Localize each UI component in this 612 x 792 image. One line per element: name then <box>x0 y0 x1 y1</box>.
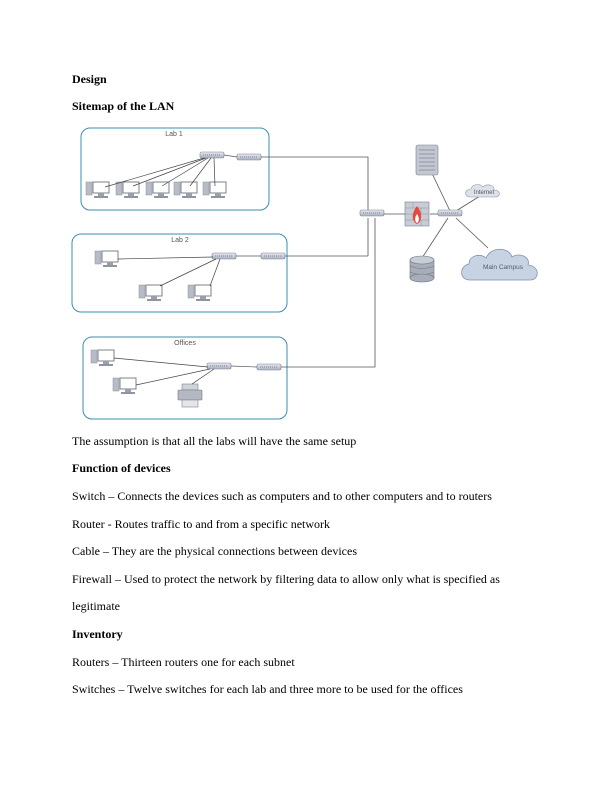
lab2-switch <box>212 253 236 259</box>
lab1-computer-4 <box>174 182 197 198</box>
offices-group <box>83 337 287 419</box>
lab2-router <box>261 253 285 259</box>
database-icon <box>410 256 434 282</box>
lab2-box <box>72 234 287 312</box>
routers-inventory: Routers – Thirteen routers one for each subnet <box>72 655 295 669</box>
lab2-computer-3 <box>188 285 211 301</box>
offices-switch <box>207 363 231 369</box>
offices-label: Offices <box>174 340 196 347</box>
lab1-box <box>81 128 269 210</box>
internet-label: Internet <box>473 190 495 196</box>
lab2-group <box>72 234 287 312</box>
server-icon <box>416 145 438 175</box>
lan-sitemap-diagram <box>60 122 542 422</box>
offices-computer-2 <box>113 378 136 394</box>
lab1-computer-5 <box>203 182 226 198</box>
offices-computer-1 <box>91 350 114 366</box>
main-campus-cloud-icon <box>462 249 538 280</box>
switch-description: Switch – Connects the devices such as computers and to other computers and to routers <box>72 489 492 503</box>
lab1-label: Lab 1 <box>165 131 183 138</box>
firewall-icon <box>405 202 429 226</box>
router-description: Router - Routes traffic to and from a specific network <box>72 517 331 531</box>
offices-router <box>257 364 281 370</box>
lab2-computer-2 <box>139 285 162 301</box>
firewall-description-line1: Firewall – Used to protect the network by filtering data to allow only what is specified as <box>72 572 500 586</box>
firewall-description-line2: legitimate <box>72 599 120 613</box>
edge-router <box>438 210 462 216</box>
lab1-computer-2 <box>116 182 139 198</box>
lab1-computer-3 <box>146 182 169 198</box>
lab1-router <box>237 154 261 160</box>
core-switch <box>360 210 384 216</box>
heading-sitemap: Sitemap of the LAN <box>72 99 175 113</box>
lab2-computer-1 <box>95 251 118 267</box>
heading-design: Design <box>72 72 107 86</box>
lab1-computer-1 <box>86 182 109 198</box>
lab1-group <box>81 128 269 210</box>
heading-inventory: Inventory <box>72 627 123 641</box>
heading-function: Function of devices <box>72 461 171 475</box>
main-campus-label: Main Campus <box>482 264 524 271</box>
lab2-label: Lab 2 <box>171 237 189 244</box>
internet-cloud-icon <box>466 185 500 197</box>
printer-icon <box>178 384 202 407</box>
assumption-text: The assumption is that all the labs will have the same setup <box>72 434 357 448</box>
cable-description: Cable – They are the physical connections between devices <box>72 544 358 558</box>
lab1-switch <box>200 152 224 158</box>
switches-inventory: Switches – Twelve switches for each lab and three more to be used for the offices <box>72 682 463 696</box>
